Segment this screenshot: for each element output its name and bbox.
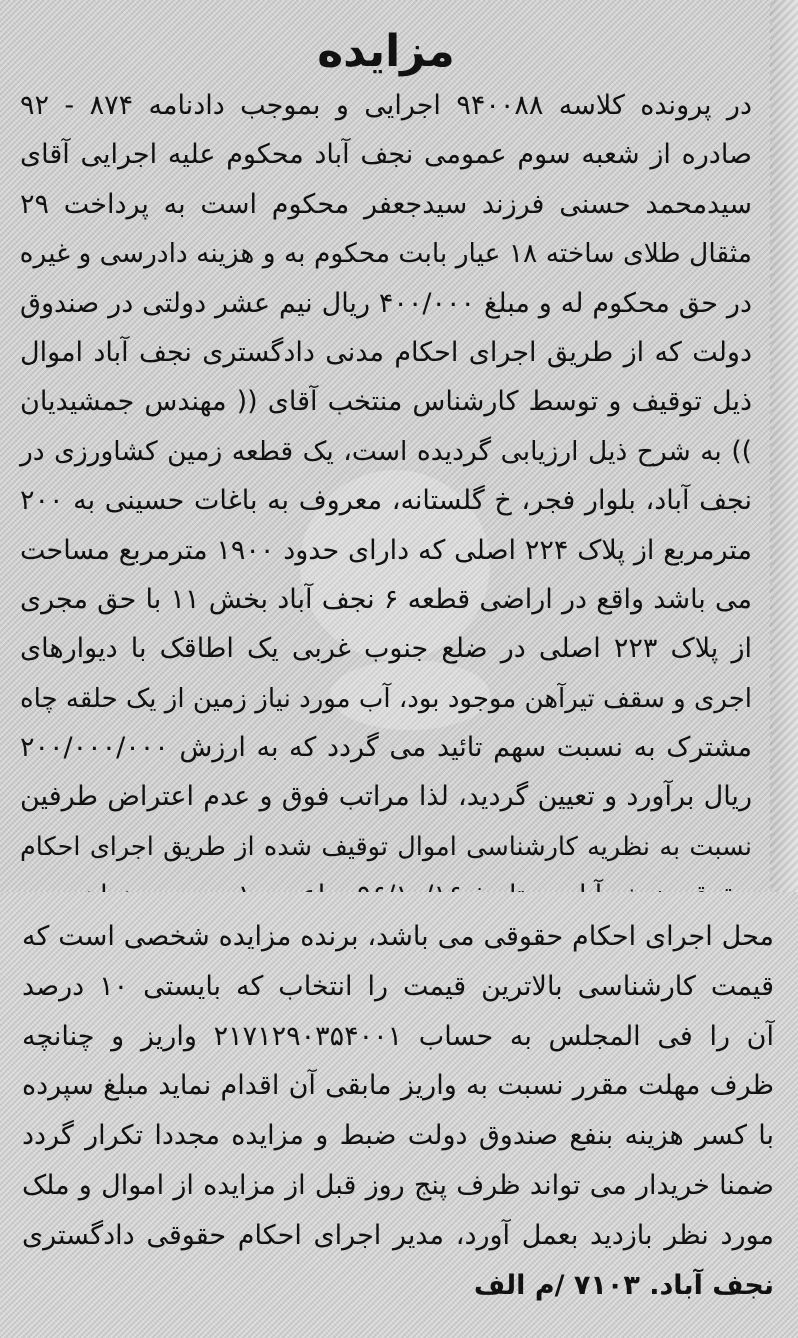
notice-line: از پلاک ۲۲۳ اصلی در ضلع جنوب غربی یک اطاقک با دیوارهای [20,633,752,665]
notice-bottom-column [0,892,798,1338]
notice-line: مشترک به نسبت سهم تائید می گردد که به ارزش ۲۰۰/۰۰۰/۰۰۰ [20,732,752,764]
notice-line: صادره از شعبه سوم عمومی نجف آباد محکوم علیه اجرایی آقای [20,139,752,171]
notice-line: ضمنا خریدار می تواند ظرف پنج روز قبل از مزایده از اموال و ملک [22,1169,774,1201]
notice-title: مزایده [317,26,455,77]
notice-line: قیمت کارشناسی بالاترین قیمت را انتخاب که بایستی ۱۰ درصد [22,970,774,1002]
notice-line: در پرونده کلاسه ۹۴۰۰۸۸ اجرایی و بموجب دادنامه ۸۷۴ - ۹۲ [20,90,752,121]
notice-line: ذیل توقیف و توسط کارشناس منتخب آقای (( مهندس جمشیدیان [20,386,752,418]
notice-line: سیدمحمد حسنی فرزند سیدجعفر محکوم است به پرداخت ۲۹ [20,188,752,220]
notice-line: نجف آباد، بلوار فجر، خ گلستانه، معروف به باغات حسینی به ۲۰۰ [20,485,752,517]
notice-body-bottom [22,914,774,1312]
scan-edge [770,0,798,892]
notice-line: مترمربع از پلاک ۲۲۴ اصلی که دارای حدود ۱۹۰۰ مترمربع مساحت [20,534,752,566]
notice-line: )) به شرح ذیل ارزیابی گردیده است، یک قطعه زمین کشاورزی در [20,435,752,467]
notice-line: اجری و سقف تیرآهن موجود بود، آب مورد نیاز زمین از یک حلقه چاه [20,683,752,714]
notice-line: آن را فی المجلس به حساب ۲۱۷۱۲۹۰۳۵۴۰۰۱ واریز و چنانچه [22,1020,774,1052]
notice-line: مثقال طلای ساخته ۱۸ عیار بابت محکوم به و هزینه دادرسی و غیره [19,238,752,270]
notice-line: محل اجرای احکام حقوقی می باشد، برنده مزایده شخصی است که [22,921,774,952]
notice-line: دولت که از طریق اجرای احکام مدنی دادگستری نجف آباد اموال [20,336,752,368]
notice-line: ظرف مهلت مقرر نسبت به واریز مابقی آن اقدام نماید مبلغ سپرده [22,1070,774,1102]
notice-line: نجف آباد. ۷۱۰۳ /م الف [473,1269,774,1301]
notice-line: می باشد واقع در اراضی قطعه ۶ نجف آباد بخش ۱۱ با حق مجری [20,583,752,615]
notice-line: نسبت به نظریه کارشناسی اموال توقیف شده از طریق اجرای احکام [20,831,752,862]
notice-line: با کسر هزینه بنفع صندوق دولت ضبط و مزایده مجددا تکرار گردد [22,1120,774,1152]
notice-line: در حق محکوم له و مبلغ ۴۰۰/۰۰۰ ریال نیم عشر دولتی در صندوق [20,287,752,319]
notice-body-top [20,83,752,923]
notice-line: مورد نظر بازدید بعمل آورد، مدیر اجرای احکام حقوقی دادگستری [22,1219,774,1251]
notice-line: ریال برآورد و تعیین گردید، لذا مراتب فوق و عدم اعتراض طرفین [20,781,752,813]
